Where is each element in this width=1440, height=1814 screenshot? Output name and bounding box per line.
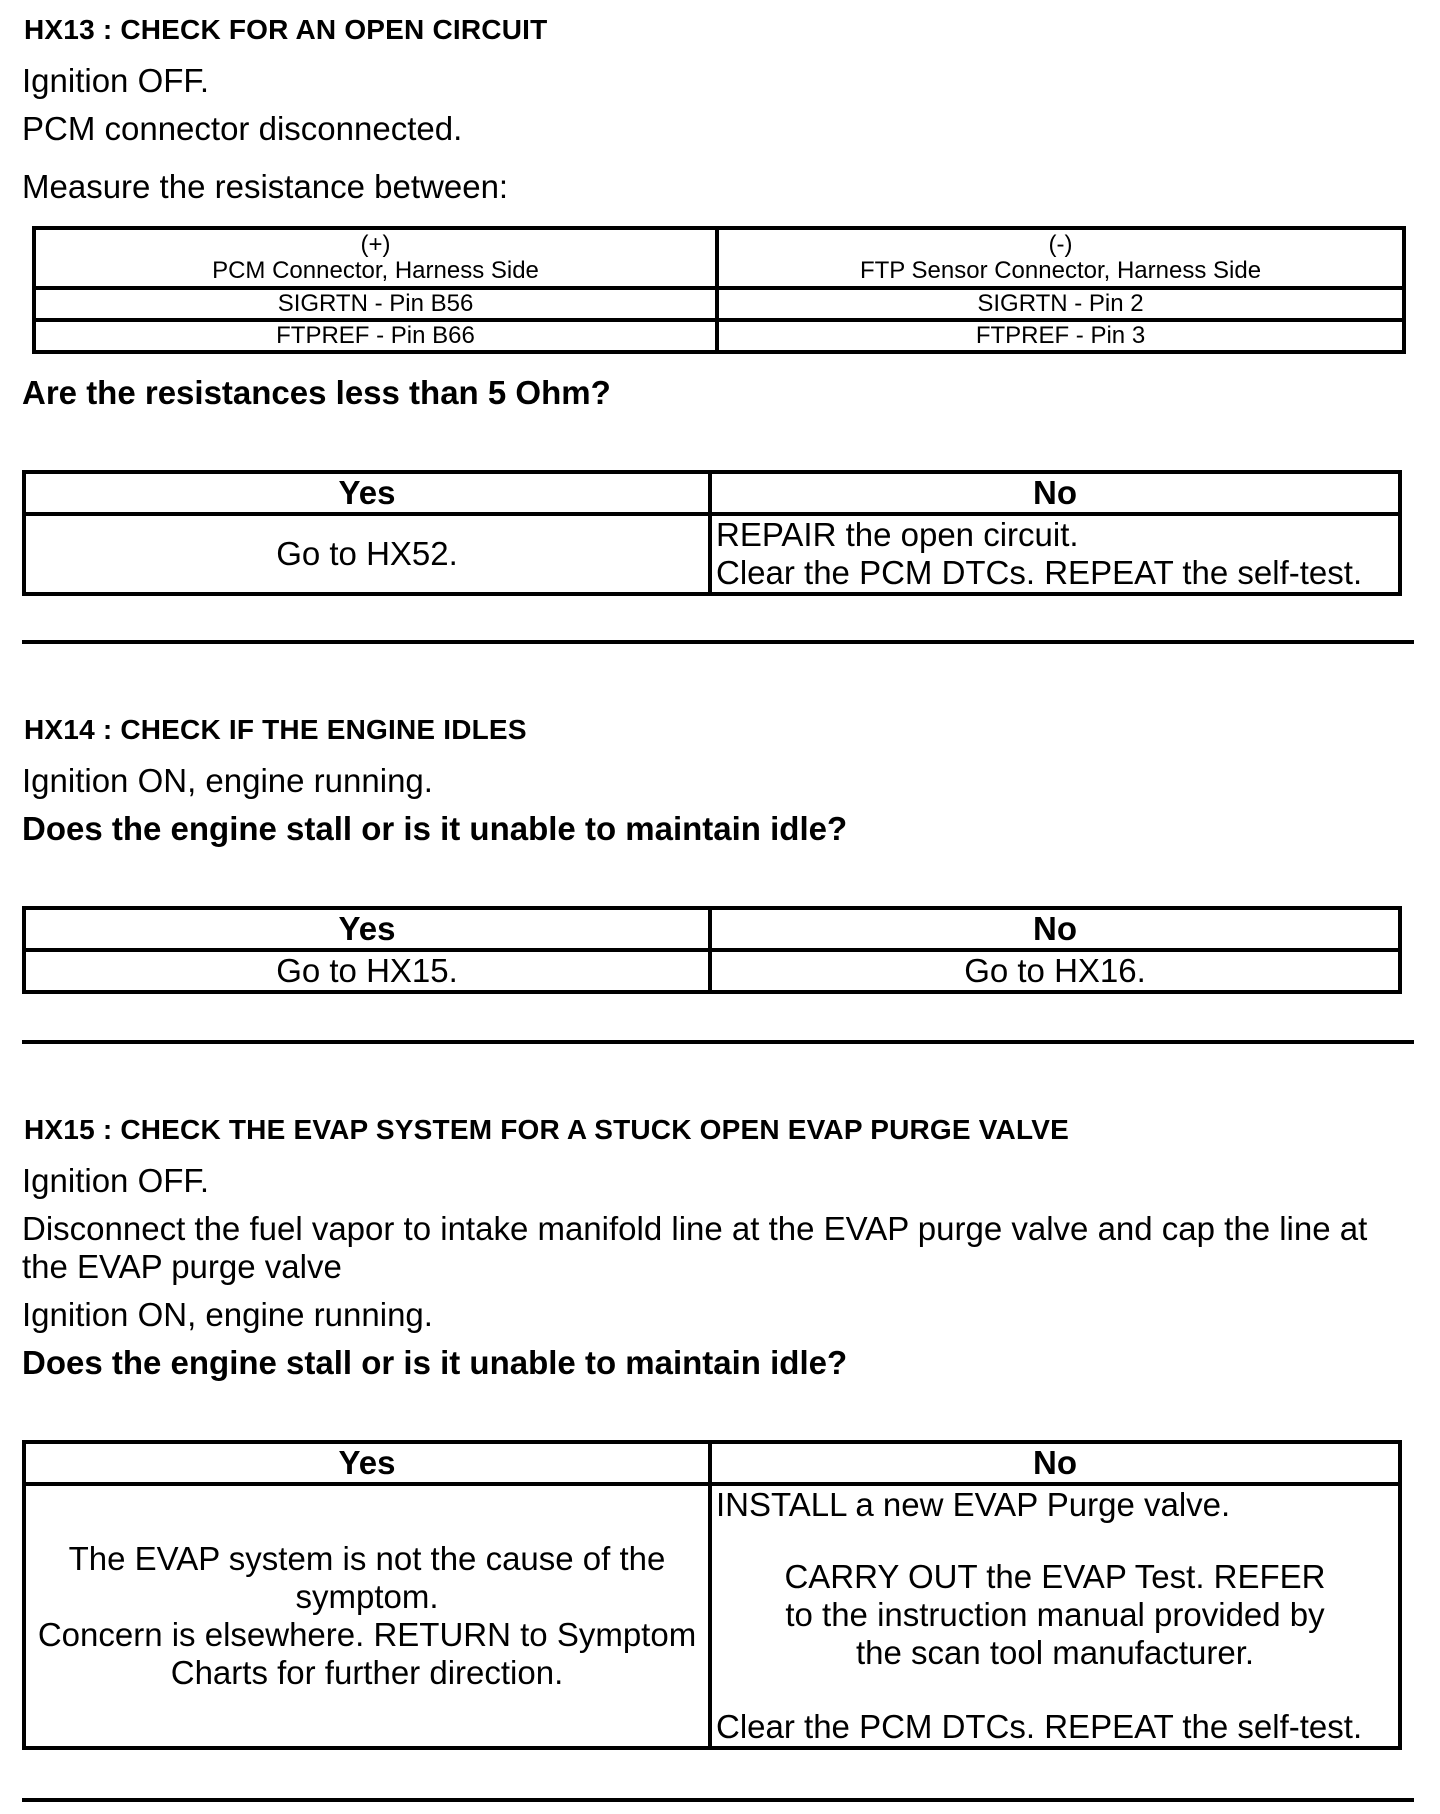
yes-action-line: The EVAP system is not the cause of the [68, 1540, 666, 1577]
pcm-connector-label: PCM Connector, Harness Side [212, 257, 539, 284]
hx13-step-1: Ignition OFF. [22, 62, 210, 99]
hx13-step-3: Measure the resistance between: [22, 168, 509, 205]
no-action [710, 514, 1400, 594]
hx15-step-1: Ignition OFF. [22, 1162, 210, 1199]
yes-action-line: Charts for further direction. [170, 1654, 564, 1691]
hx15-step-3: Ignition ON, engine running. [22, 1296, 433, 1333]
yes-header: Yes [24, 472, 710, 514]
result-header-row [24, 472, 1400, 514]
yes-header: Yes [24, 1442, 710, 1484]
result-row [24, 950, 1400, 992]
result-header-row [24, 908, 1400, 950]
hx14-question: Does the engine stall or is it unable to maintain idle? [22, 810, 848, 847]
no-action-line: to the instruction manual provided by [785, 1596, 1325, 1633]
hx13-result-table [22, 470, 1402, 596]
no-action-line: Clear the PCM DTCs. REPEAT the self-test. [716, 554, 1363, 591]
section-divider [22, 1798, 1414, 1802]
hx15-question: Does the engine stall or is it unable to maintain idle? [22, 1344, 848, 1381]
no-header: No [710, 1442, 1400, 1484]
measurement-row [34, 288, 1404, 320]
no-action-line: REPAIR the open circuit. [716, 516, 1079, 553]
yes-action: Go to HX15. [24, 950, 710, 992]
no-header: No [710, 908, 1400, 950]
yes-header: Yes [24, 908, 710, 950]
yes-action [24, 1484, 710, 1748]
measurement-row [34, 320, 1404, 352]
measurement-cell: FTPREF - Pin 3 [717, 320, 1404, 352]
no-action [710, 1484, 1400, 1748]
no-action-line: the scan tool manufacturer. [855, 1634, 1255, 1671]
yes-action-line: Concern is elsewhere. RETURN to Symptom [37, 1616, 697, 1653]
hx15-result-table [22, 1440, 1402, 1750]
measurement-cell: FTPREF - Pin B66 [34, 320, 717, 352]
no-action-group [712, 1558, 1398, 1672]
hx14-step-1: Ignition ON, engine running. [22, 762, 433, 799]
hx14-result-table [22, 906, 1402, 994]
result-header-row [24, 1442, 1400, 1484]
measurement-cell: SIGRTN - Pin B56 [34, 288, 717, 320]
plus-sign-label: (+) [360, 231, 391, 258]
hx13-question: Are the resistances less than 5 Ohm? [22, 374, 611, 411]
no-action-line: INSTALL a new EVAP Purge valve. [716, 1486, 1231, 1523]
hx13-step-2: PCM connector disconnected. [22, 110, 463, 147]
section-divider [22, 1040, 1414, 1044]
yes-action: Go to HX52. [24, 514, 710, 594]
measurement-cell: SIGRTN - Pin 2 [717, 288, 1404, 320]
ftp-sensor-connector-label: FTP Sensor Connector, Harness Side [859, 257, 1262, 284]
measurement-header-minus [717, 228, 1404, 288]
section-divider [22, 640, 1414, 644]
minus-sign-label: (-) [1048, 231, 1073, 258]
no-action-line: Clear the PCM DTCs. REPEAT the self-test. [716, 1708, 1363, 1745]
resistance-measurement-table [32, 226, 1406, 354]
no-action-line: CARRY OUT the EVAP Test. REFER [784, 1558, 1326, 1595]
hx14-heading: HX14 : CHECK IF THE ENGINE IDLES [24, 714, 527, 745]
hx13-heading: HX13 : CHECK FOR AN OPEN CIRCUIT [24, 14, 548, 45]
result-row [24, 514, 1400, 594]
hx15-step-2: Disconnect the fuel vapor to intake manifold line at the EVAP purge valve and cap the line at the EVAP purge valve [22, 1210, 1368, 1285]
no-header: No [710, 472, 1400, 514]
yes-action-line: symptom. [295, 1578, 439, 1615]
measurement-header-row [34, 228, 1404, 288]
no-action: Go to HX16. [710, 950, 1400, 992]
result-row [24, 1484, 1400, 1748]
measurement-header-plus [34, 228, 717, 288]
hx15-heading: HX15 : CHECK THE EVAP SYSTEM FOR A STUCK OPEN EVAP PURGE VALVE [24, 1114, 1069, 1145]
